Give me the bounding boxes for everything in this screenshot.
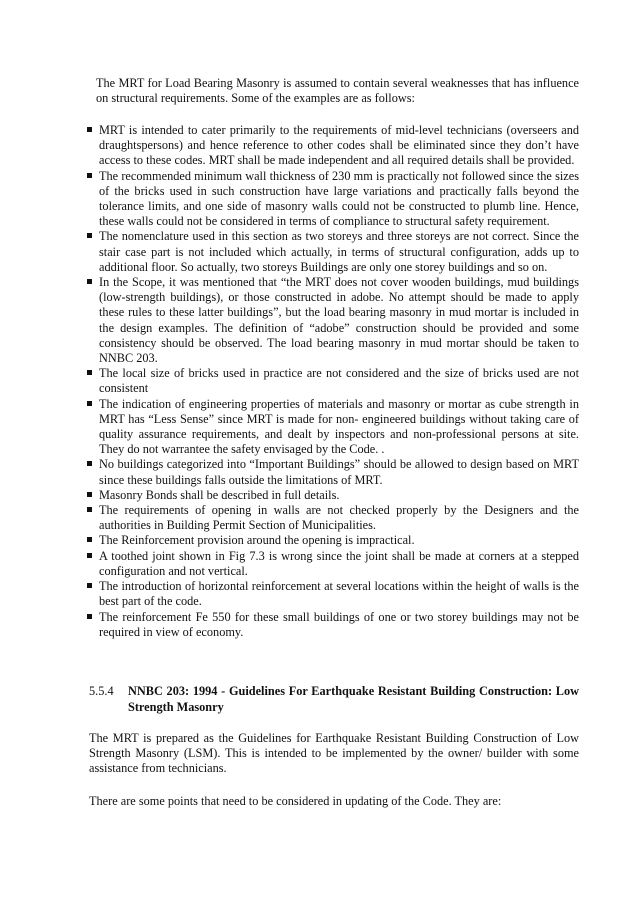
list-item-text: The requirements of opening in walls are not checked properly by the Designers and the authorities in Building Permit Section of Municipalities. xyxy=(99,503,579,533)
intro-paragraph: The MRT for Load Bearing Masonry is assumed to contain several weaknesses that has influence on structural requirements. Some of the examples are as follows: xyxy=(96,76,579,106)
square-bullet-icon xyxy=(87,614,92,619)
section-heading xyxy=(89,684,579,715)
list-item-text: The indication of engineering properties of materials and masonry or mortar as cube strength in MRT has “Less Sense” since MRT is made for non- engineered buildings without taking care of quality assurance requirements, and dealt by inspectors and non-professional persons at site. They do not warrantee the safety envisaged by the Code. . xyxy=(99,396,579,457)
list-item-text: The introduction of horizontal reinforcement at several locations within the height of walls is the best part of the code. xyxy=(99,579,579,609)
list-item-text: No buildings categorized into “Important Buildings” should be allowed to design based on MRT since these buildings falls outside the limitations of MRT. xyxy=(99,457,579,487)
list-item xyxy=(87,579,579,609)
list-item-text: The recommended minimum wall thickness of 230 mm is practically not followed since the sizes of the bricks used in such construction have large variations and practically falls beyond the tolerance limits, and one side of masonry walls could not be constructed to plumb line. Hence, these walls could not be considered in terms of compliance to structural safety requirement. xyxy=(99,168,579,229)
square-bullet-icon xyxy=(87,583,92,588)
section-number: 5.5.4 xyxy=(89,684,114,698)
square-bullet-icon xyxy=(87,370,92,375)
list-item-text: The local size of bricks used in practice are not considered and the size of bricks used are not consistent xyxy=(99,366,579,396)
list-item-text: Masonry Bonds shall be described in full details. xyxy=(99,487,340,502)
list-item-text: The Reinforcement provision around the opening is impractical. xyxy=(99,533,415,548)
list-item-text: A toothed joint shown in Fig 7.3 is wrong since the joint shall be made at corners at a stepped configuration and not vertical. xyxy=(99,548,579,578)
list-item xyxy=(87,366,579,396)
section-title: NNBC 203: 1994 - Guidelines For Earthquake Resistant Building Construction: Low Strength Masonry xyxy=(128,684,579,714)
list-item xyxy=(87,123,579,169)
square-bullet-icon xyxy=(87,233,92,238)
body-paragraph: There are some points that need to be considered in updating of the Code. They are: xyxy=(89,794,502,808)
weakness-list xyxy=(87,123,579,640)
list-item xyxy=(87,457,579,487)
square-bullet-icon xyxy=(87,127,92,132)
square-bullet-icon xyxy=(87,401,92,406)
square-bullet-icon xyxy=(87,492,92,497)
list-item-text: The nomenclature used in this section as two storeys and three storeys are not correct. Since the stair case part is not included which actually, in terms of structural configuration, adds up to additional floor. So actually, two storeys Buildings are only one storey buildings and so on. xyxy=(99,229,579,274)
list-item xyxy=(87,229,579,275)
square-bullet-icon xyxy=(87,507,92,512)
list-item xyxy=(87,169,579,230)
square-bullet-icon xyxy=(87,461,92,466)
square-bullet-icon xyxy=(87,279,92,284)
list-item-text: MRT is intended to cater primarily to the requirements of mid-level technicians (overseers and draughtspersons) and hence reference to other codes shall be eliminated since they don’t have access to these codes. MRT shall be made independent and all required details shall be provided. xyxy=(99,123,579,168)
list-item-text: The reinforcement Fe 550 for these small buildings of one or two storey buildings may not be required in view of economy. xyxy=(99,609,579,639)
list-item xyxy=(87,503,579,533)
list-item xyxy=(87,397,579,458)
list-item-text: In the Scope, it was mentioned that “the MRT does not cover wooden buildings, mud buildings (low-strength buildings), or those constructed in adobe. No attempt should be made to apply these rules to these latter buildings”, but the load bearing masonry in mud mortar is included in the design examples. The definition of “adobe” construction should be provided and some consistency should be observed. The load bearing masonry in mud mortar should be taken to NNBC 203. xyxy=(99,275,579,366)
square-bullet-icon xyxy=(87,173,92,178)
list-item xyxy=(87,533,579,548)
body-paragraph: The MRT is prepared as the Guidelines for Earthquake Resistant Building Construction of Low Strength Masonry (LSM). This is intended to be implemented by the owner/ builder with some assistance from technicians. xyxy=(89,731,579,776)
list-item xyxy=(87,488,579,503)
square-bullet-icon xyxy=(87,537,92,542)
list-item xyxy=(87,275,579,366)
list-item xyxy=(87,610,579,640)
square-bullet-icon xyxy=(87,553,92,558)
list-item xyxy=(87,549,579,579)
